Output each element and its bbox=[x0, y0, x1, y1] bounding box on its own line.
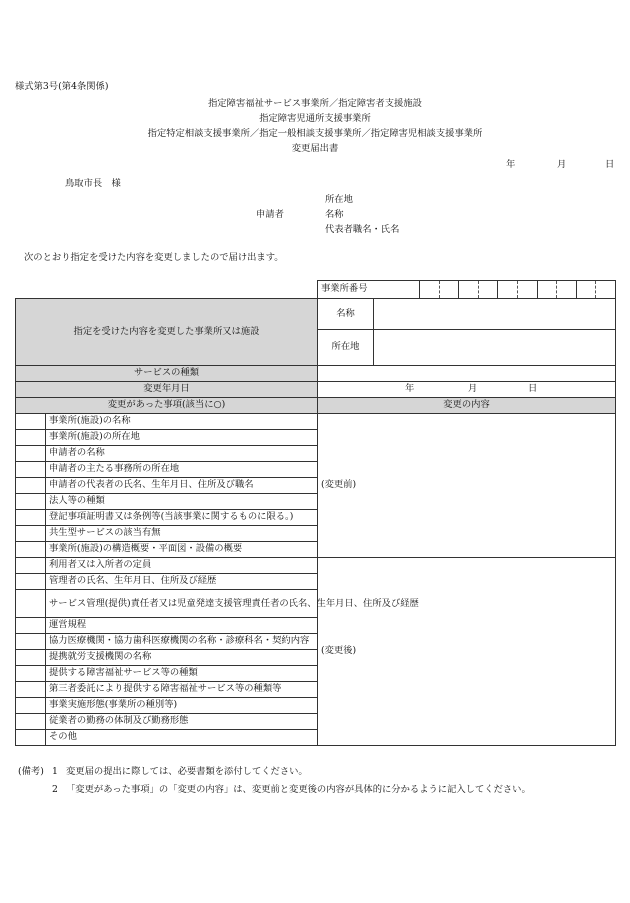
change-date-label: 変更年月日 bbox=[16, 382, 318, 398]
facility-name-label: 名称 bbox=[318, 299, 374, 330]
item-checkbox[interactable] bbox=[16, 650, 46, 666]
item-checkbox[interactable] bbox=[16, 462, 46, 478]
change-item: 申請者の主たる事務所の所在地 bbox=[46, 462, 318, 478]
item-checkbox[interactable] bbox=[16, 682, 46, 698]
applicant-representative-label: 代表者職名・氏名 bbox=[325, 224, 400, 235]
change-form-table bbox=[15, 280, 616, 746]
before-content-field[interactable] bbox=[318, 414, 616, 558]
note-1-number: 1 bbox=[52, 766, 58, 777]
item-checkbox[interactable] bbox=[16, 634, 46, 650]
item-checkbox[interactable] bbox=[16, 494, 46, 510]
item-checkbox[interactable] bbox=[16, 666, 46, 682]
change-item: 協力医療機関・協力歯科医療機関の名称・診療科名・契約内容 bbox=[46, 634, 318, 650]
title-line-2: 指定障害児通所支援事業所 bbox=[259, 113, 371, 124]
change-item: 事業実施形態(事業所の種別等) bbox=[46, 698, 318, 714]
change-date-field[interactable] bbox=[318, 382, 616, 398]
change-item: 法人等の種類 bbox=[46, 494, 318, 510]
change-item: 従業者の勤務の体制及び勤務形態 bbox=[46, 714, 318, 730]
note-1-text: 変更届の提出に際しては、必要書類を添付してください。 bbox=[66, 766, 308, 777]
item-checkbox[interactable] bbox=[16, 526, 46, 542]
item-checkbox[interactable] bbox=[16, 618, 46, 634]
change-item: 利用者又は入所者の定員 bbox=[46, 558, 318, 574]
item-checkbox[interactable] bbox=[16, 510, 46, 526]
change-item: 事業所(施設)の名称 bbox=[46, 414, 318, 430]
facility-address-label: 所在地 bbox=[318, 330, 374, 366]
changed-items-header: 変更があった事項(該当に○) bbox=[16, 398, 318, 414]
change-item: 事業所(施設)の構造概要・平面図・設備の概要 bbox=[46, 542, 318, 558]
service-type-label: サービスの種類 bbox=[16, 366, 318, 382]
item-checkbox[interactable] bbox=[16, 414, 46, 430]
office-number-boxes[interactable] bbox=[419, 281, 615, 298]
change-item: 申請者の名称 bbox=[46, 446, 318, 462]
change-item: 管理者の氏名、生年月日、住所及び経歴 bbox=[46, 574, 318, 590]
after-label: (変更後) bbox=[321, 645, 357, 657]
facility-address-field[interactable] bbox=[374, 330, 616, 366]
note-2-number: 2 bbox=[52, 784, 58, 795]
item-checkbox[interactable] bbox=[16, 478, 46, 494]
date-month-label: 月 bbox=[557, 159, 567, 170]
after-content-field[interactable] bbox=[318, 558, 616, 746]
change-item: サービス管理(提供)責任者又は児童発達支援管理責任者の氏名、生年月日、住所及び経歴 bbox=[46, 590, 318, 618]
item-checkbox[interactable] bbox=[16, 574, 46, 590]
change-item: 第三者委託により提供する障害福祉サービス等の種類等 bbox=[46, 682, 318, 698]
item-checkbox[interactable] bbox=[16, 730, 46, 746]
date-day-label: 日 bbox=[605, 159, 615, 170]
item-checkbox[interactable] bbox=[16, 590, 46, 618]
item-checkbox[interactable] bbox=[16, 430, 46, 446]
change-date-month: 月 bbox=[468, 383, 478, 394]
title-line-1: 指定障害福祉サービス事業所／指定障害者支援施設 bbox=[208, 98, 422, 109]
change-item: 提携就労支援機関の名称 bbox=[46, 650, 318, 666]
applicant-address-label: 所在地 bbox=[325, 194, 353, 205]
note-2-text: 「変更があった事項」の「変更の内容」は、変更前と変更後の内容が具体的に分かるように記入してください。 bbox=[66, 784, 531, 795]
change-item: 申請者の代表者の氏名、生年月日、住所及び職名 bbox=[46, 478, 318, 494]
addressee: 鳥取市長 様 bbox=[65, 178, 121, 189]
item-checkbox[interactable] bbox=[16, 446, 46, 462]
facility-name-field[interactable] bbox=[374, 299, 616, 330]
item-checkbox[interactable] bbox=[16, 698, 46, 714]
before-label: (変更前) bbox=[321, 479, 357, 491]
change-item: その他 bbox=[46, 730, 318, 746]
change-content-header: 変更の内容 bbox=[318, 398, 616, 414]
applicant-name-label: 名称 bbox=[325, 209, 344, 220]
item-checkbox[interactable] bbox=[16, 714, 46, 730]
title-line-3: 指定特定相談支援事業所／指定一般相談支援事業所／指定障害児相談支援事業所 bbox=[147, 128, 483, 139]
change-item: 登記事項証明書又は条例等(当該事業に関するものに限る。) bbox=[46, 510, 318, 526]
change-item: 運営規程 bbox=[46, 618, 318, 634]
service-type-field[interactable] bbox=[318, 366, 616, 382]
office-number-label: 事業所番号 bbox=[321, 283, 368, 295]
change-date-day: 日 bbox=[528, 383, 538, 394]
document-title: 変更届出書 bbox=[291, 143, 339, 154]
applicant-label: 申請者 bbox=[256, 209, 284, 220]
notes-label: (備考) bbox=[18, 766, 44, 777]
change-item: 事業所(施設)の所在地 bbox=[46, 430, 318, 446]
intro-text: 次のとおり指定を受けた内容を変更しましたので届け出ます。 bbox=[24, 252, 284, 263]
change-date-year: 年 bbox=[405, 383, 415, 394]
facility-label: 指定を受けた内容を変更した事業所又は施設 bbox=[16, 299, 318, 366]
change-item: 提供する障害福祉サービス等の種類 bbox=[46, 666, 318, 682]
date-year-label: 年 bbox=[506, 159, 516, 170]
form-number: 様式第3号(第4条関係) bbox=[15, 81, 109, 92]
item-checkbox[interactable] bbox=[16, 558, 46, 574]
item-checkbox[interactable] bbox=[16, 542, 46, 558]
change-item: 共生型サービスの該当有無 bbox=[46, 526, 318, 542]
